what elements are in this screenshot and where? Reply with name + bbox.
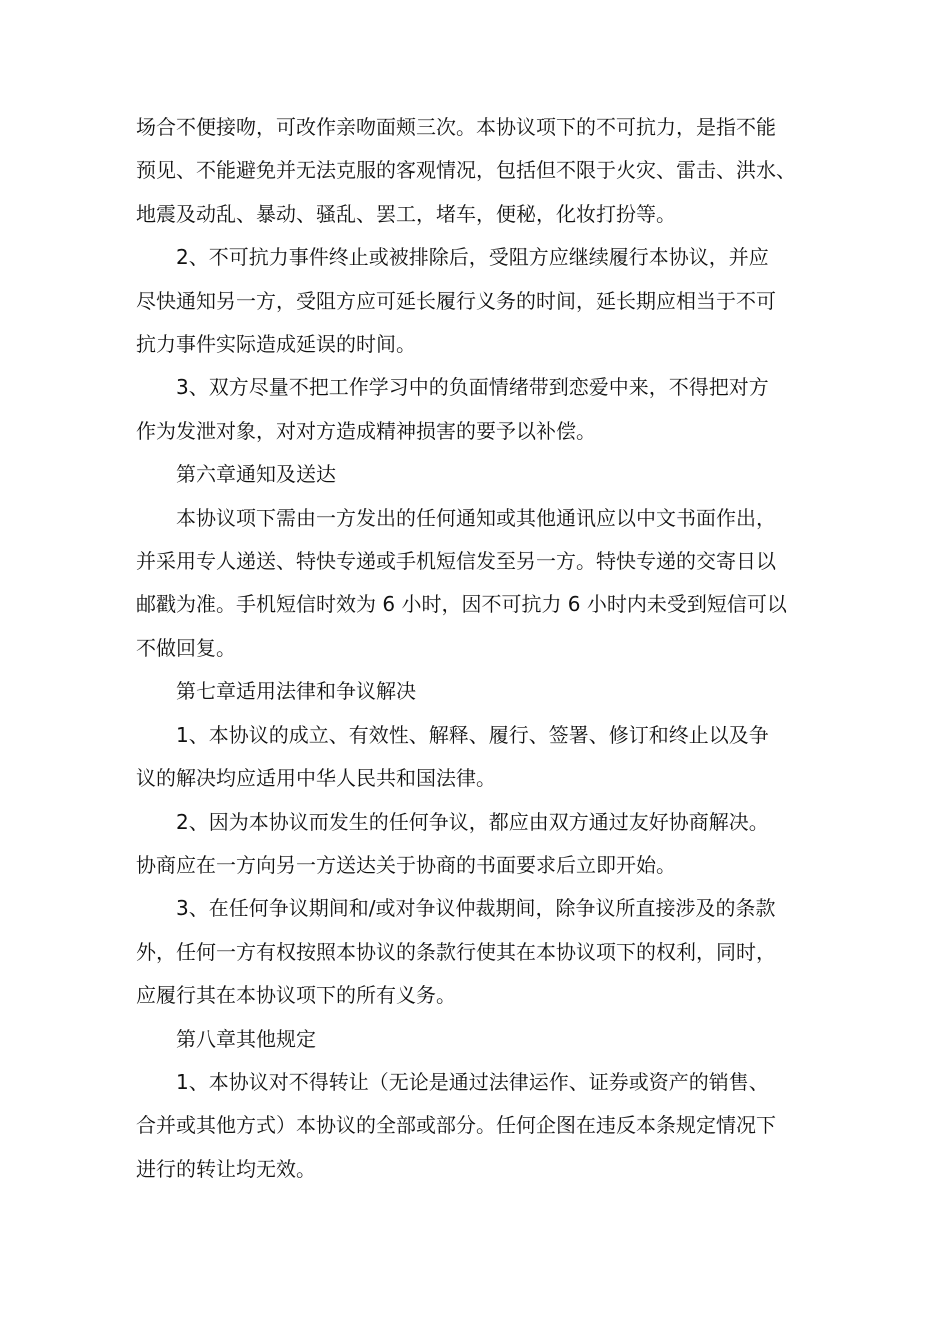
paragraph-negative-emotions: 3、双方尽量不把工作学习中的负面情绪带到恋爱中来，不得把对方 作为发泄对象，对对方造成精神损害的要予以补偿。: [136, 375, 769, 443]
paragraph-dispute-negotiation: 2、因为本协议而发生的任何争议，都应由双方通过友好协商解决。 协商应在一方向另一方送达关于协商的书面要求后立即开始。: [136, 809, 769, 877]
paragraph-no-transfer: 1、本协议对不得转让（无论是通过法律运作、证券或资产的销售、 合并或其他方式）本协议的全部或部分。任何企图在违反本条规定情况下 进行的转让均无效。: [136, 1069, 776, 1181]
chapter-6-heading: 第六章通知及送达: [176, 462, 336, 487]
paragraph-governing-law: 1、本协议的成立、有效性、解释、履行、签署、修订和终止以及争 议的解决均应适用中华人民共和国法律。: [136, 722, 769, 791]
paragraph-force-majeure-definition: 场合不便接吻，可改作亲吻面颊三次。本协议项下的不可抗力，是指不能 预见、不能避免并无法克服的客观情况，包括但不限于火灾、雷击、洪水、 地震及动乱、暴动、骚乱、罢工，堵车，便秘，化妆打扮等。: [136, 115, 796, 226]
document-body: [136, 106, 836, 1191]
paragraph-rights-during-dispute: 3、在任何争议期间和/或对争议仲裁期间，除争议所直接涉及的条款 外，任何一方有权按照本协议的条款行使其在本协议项下的权利，同时， 应履行其在本协议项下的所有义务。: [136, 896, 776, 1008]
paragraph-notice-delivery: 本协议项下需由一方发出的任何通知或其他通讯应以中文书面作出， 并采用专人递送、特快专递或手机短信发至另一方。特快专递的交寄日以 邮戳为准。手机短信时效为 6 小时，因不可抗力 6 小时内未受到短信可以 不做回复。: [136, 505, 787, 660]
paragraph-force-majeure-termination: 2、不可抗力事件终止或被排除后，受阻方应继续履行本协议，并应 尽快通知另一方，受阻方应可延长履行义务的时间，延长期应相当于不可 抗力事件实际造成延误的时间。: [136, 245, 776, 357]
chapter-8-heading: 第八章其他规定: [176, 1026, 316, 1051]
chapter-7-heading: 第七章适用法律和争议解决: [176, 679, 416, 704]
